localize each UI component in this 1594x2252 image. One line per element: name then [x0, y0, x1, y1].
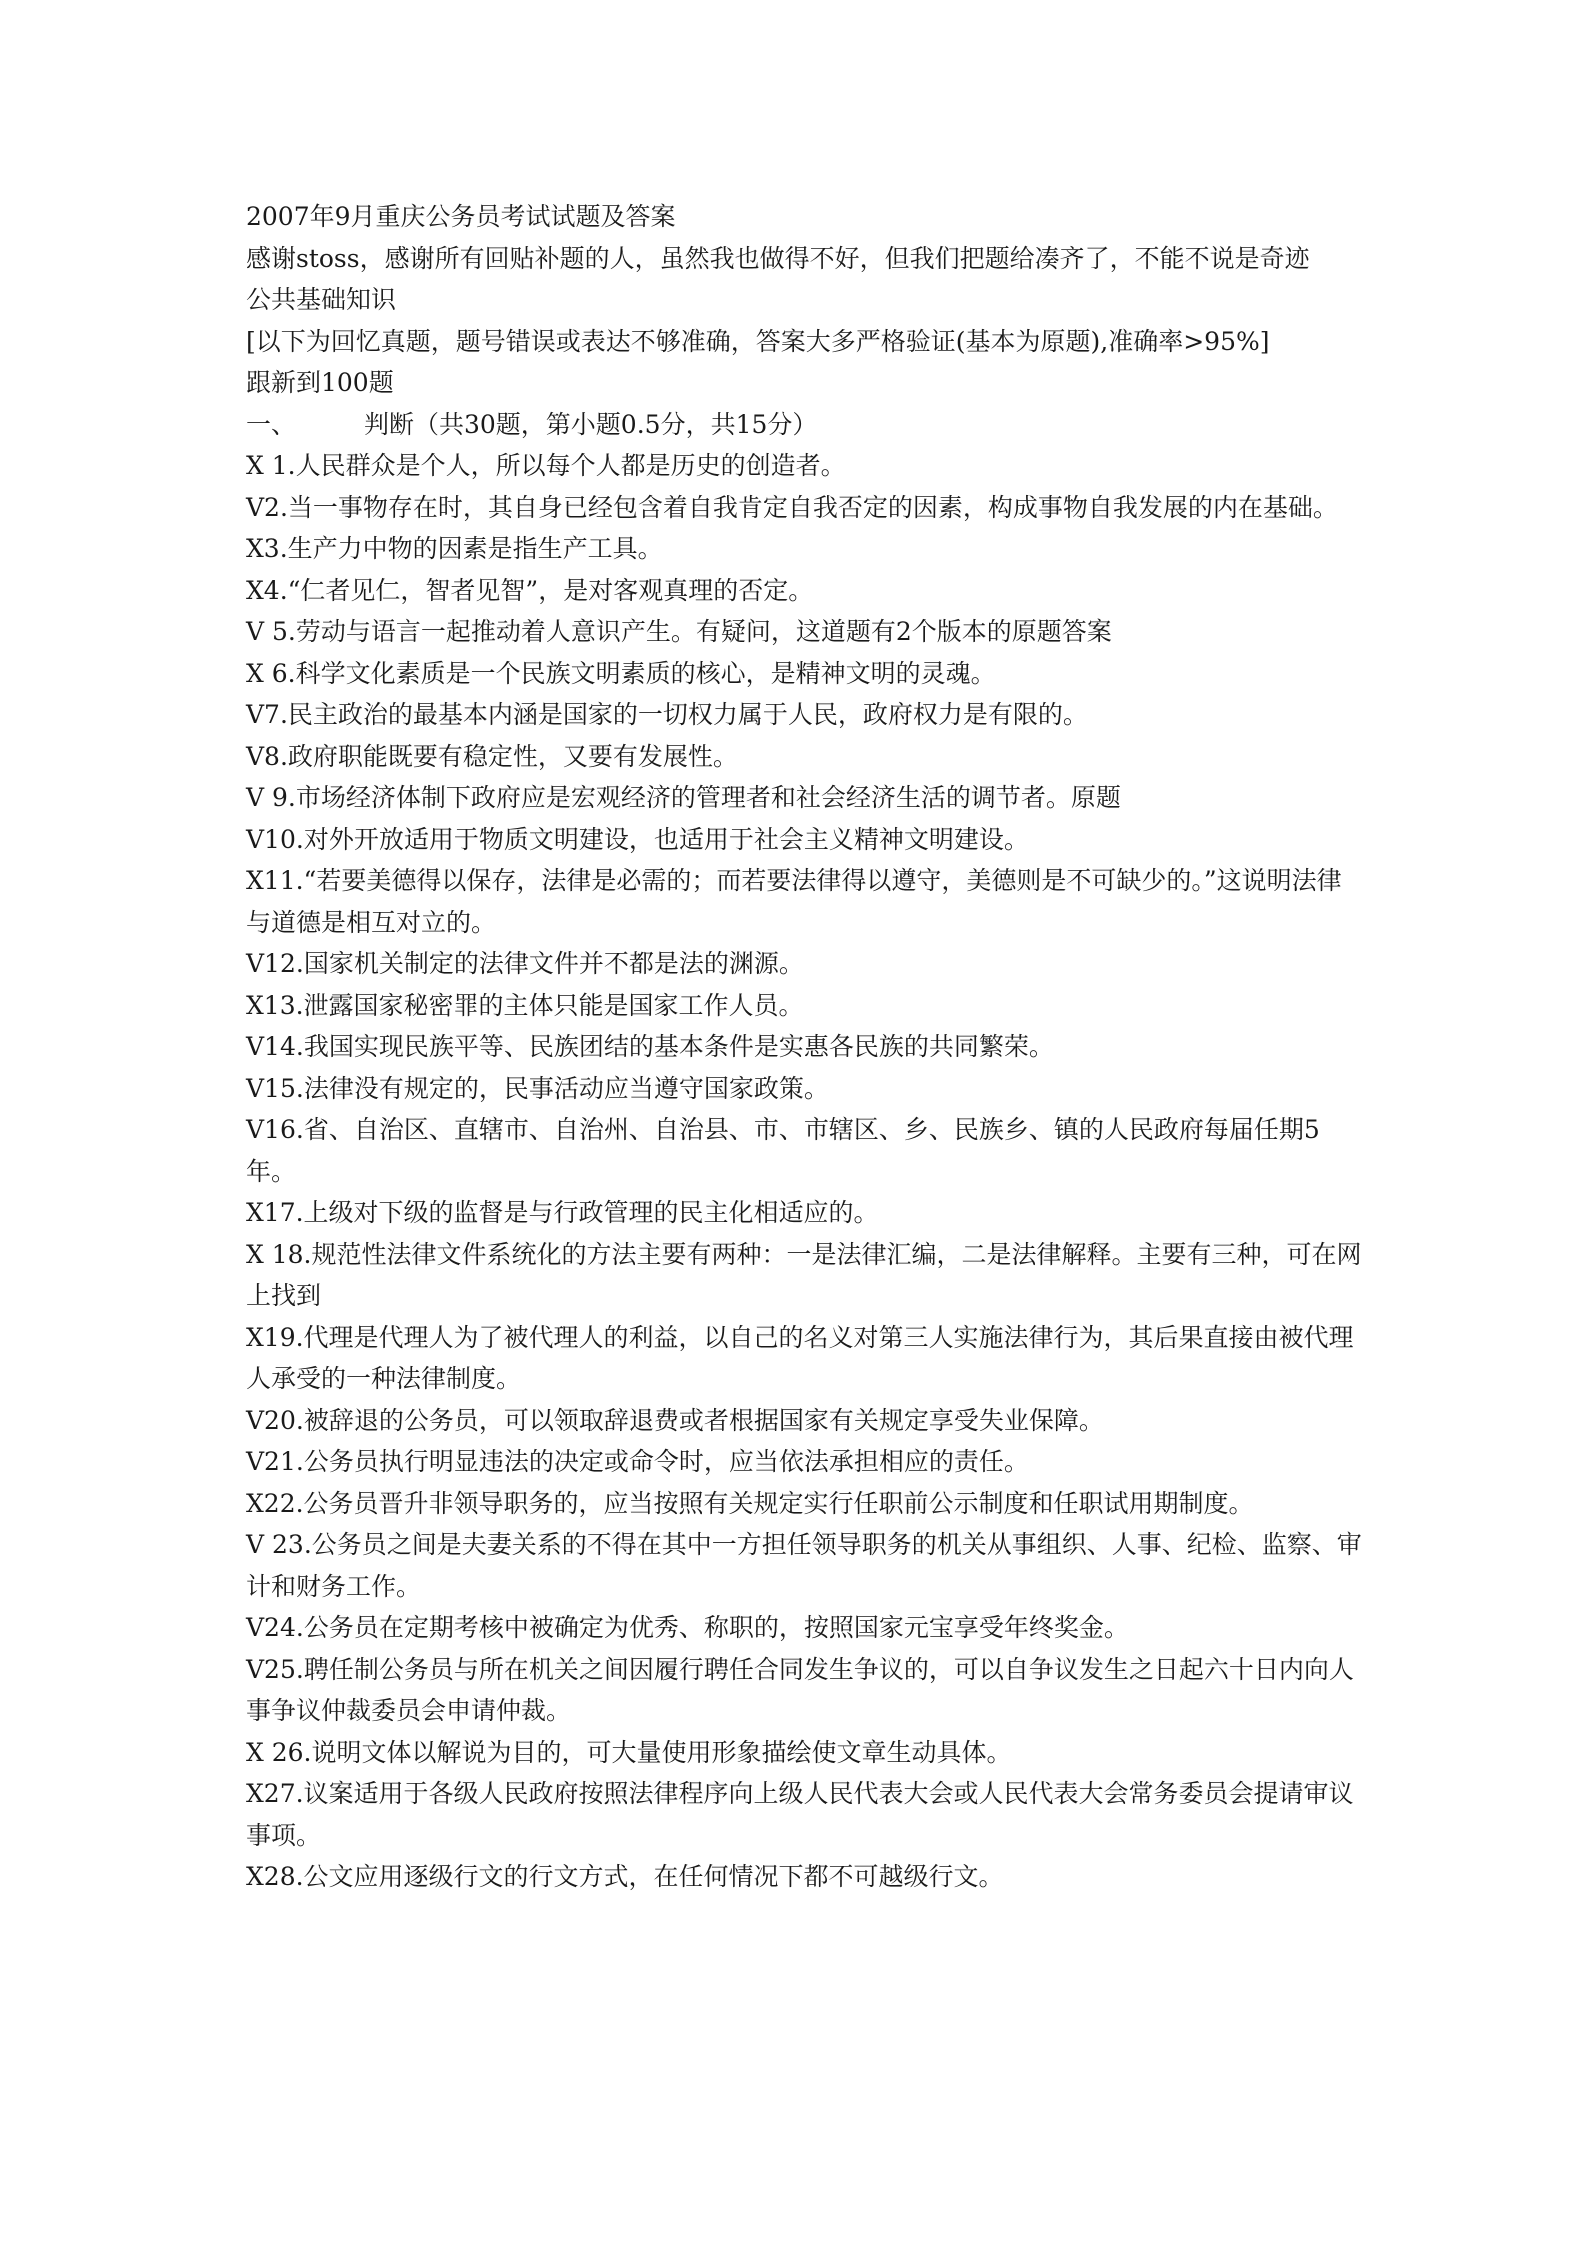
- section-text: 判断（共30题，第小题0.5分，共15分）: [364, 409, 818, 439]
- question-item: V14.我国实现民族平等、民族团结的基本条件是实惠各民族的共同繁荣。: [246, 1032, 1054, 1061]
- question-item: V21.公务员执行明显违法的决定或命令时，应当依法承担相应的责任。: [246, 1447, 1029, 1476]
- question-item: V 5.劳动与语言一起推动着人意识产生。有疑问，这道题有2个版本的原题答案: [246, 617, 1112, 646]
- question-item: X19.代理是代理人为了被代理人的利益，以自己的名义对第三人实施法律行为，其后果直接由被代理人承受的一种法律制度。: [246, 1322, 1354, 1393]
- question-item: V7.民主政治的最基本内涵是国家的一切权力属于人民，政府权力是有限的。: [246, 700, 1088, 729]
- question-item: X13.泄露国家秘密罪的主体只能是国家工作人员。: [246, 990, 804, 1020]
- document-title: 2007年9月重庆公务员考试试题及答案: [246, 202, 676, 231]
- intro-text: 感谢stoss，感谢所有回贴补题的人，虽然我也做得不好，但我们把题给凑齐了，不能不说是奇迹: [246, 243, 1310, 273]
- question-item: X4.“仁者见仁，智者见智”，是对客观真理的否定。: [246, 575, 814, 605]
- question-item: X17.上级对下级的监督是与行政管理的民主化相适应的。: [246, 1198, 879, 1227]
- question-item: V15.法律没有规定的，民事活动应当遵守国家政策。: [246, 1073, 829, 1103]
- question-item: V 9.市场经济体制下政府应是宏观经济的管理者和社会经济生活的调节者。原题: [246, 783, 1121, 812]
- question-item: V12.国家机关制定的法律文件并不都是法的渊源。: [246, 949, 804, 978]
- question-item: V8.政府职能既要有稳定性，又要有发展性。: [246, 741, 738, 771]
- section-number: 一、: [246, 409, 297, 439]
- question-item: X3.生产力中物的因素是指生产工具。: [246, 534, 663, 563]
- update-note: 跟新到100题: [246, 368, 394, 397]
- document-content: [246, 196, 1366, 1898]
- question-item: X27.议案适用于各级人民政府按照法律程序向上级人民代表大会或人民代表大会常务委员会提请审议事项。: [246, 1779, 1354, 1850]
- question-item: X 18.规范性法律文件系统化的方法主要有两种：一是法律汇编，二是法律解释。主要有三种，可在网上找到: [246, 1239, 1362, 1310]
- section-heading: [246, 404, 1366, 446]
- question-item: V25.聘任制公务员与所在机关之间因履行聘任合同发生争议的，可以自争议发生之日起六十日内向人事争议仲裁委员会申请仲裁。: [246, 1654, 1354, 1725]
- question-item: V 23.公务员之间是夫妻关系的不得在其中一方担任领导职务的机关从事组织、人事、纪检、监察、审计和财务工作。: [246, 1530, 1362, 1601]
- question-item: V16.省、自治区、直辖市、自治州、自治县、市、市辖区、乡、民族乡、镇的人民政府每届任期5年。: [246, 1115, 1320, 1186]
- question-list: [246, 445, 1366, 1898]
- question-item: V10.对外开放适用于物质文明建设，也适用于社会主义精神文明建设。: [246, 824, 1029, 854]
- question-item: X 26.说明文体以解说为目的，可大量使用形象描绘使文章生动具体。: [246, 1737, 1012, 1767]
- subject-heading: 公共基础知识: [246, 285, 397, 314]
- question-item: V20.被辞退的公务员，可以领取辞退费或者根据国家有关规定享受失业保障。: [246, 1405, 1104, 1435]
- question-item: V2.当一事物存在时，其自身已经包含着自我肯定自我否定的因素，构成事物自我发展的内在基础。: [246, 492, 1338, 522]
- question-item: X 1.人民群众是个人，所以每个人都是历史的创造者。: [246, 451, 846, 480]
- question-item: V24.公务员在定期考核中被确定为优秀、称职的，按照国家元宝享受年终奖金。: [246, 1613, 1129, 1642]
- question-item: X 6.科学文化素质是一个民族文明素质的核心，是精神文明的灵魂。: [246, 658, 996, 688]
- question-item: X28.公文应用逐级行文的行文方式，在任何情况下都不可越级行文。: [246, 1862, 1004, 1891]
- question-item: X11.“若要美德得以保存，法律是必需的；而若要法律得以遵守，美德则是不可缺少的。”这说明法律与道德是相互对立的。: [246, 866, 1342, 937]
- exam-note: [以下为回忆真题，题号错误或表达不够准确，答案大多严格验证(基本为原题),准确率>95%]: [246, 326, 1270, 356]
- question-item: X22.公务员晋升非领导职务的，应当按照有关规定实行任职前公示制度和任职试用期制度。: [246, 1488, 1254, 1518]
